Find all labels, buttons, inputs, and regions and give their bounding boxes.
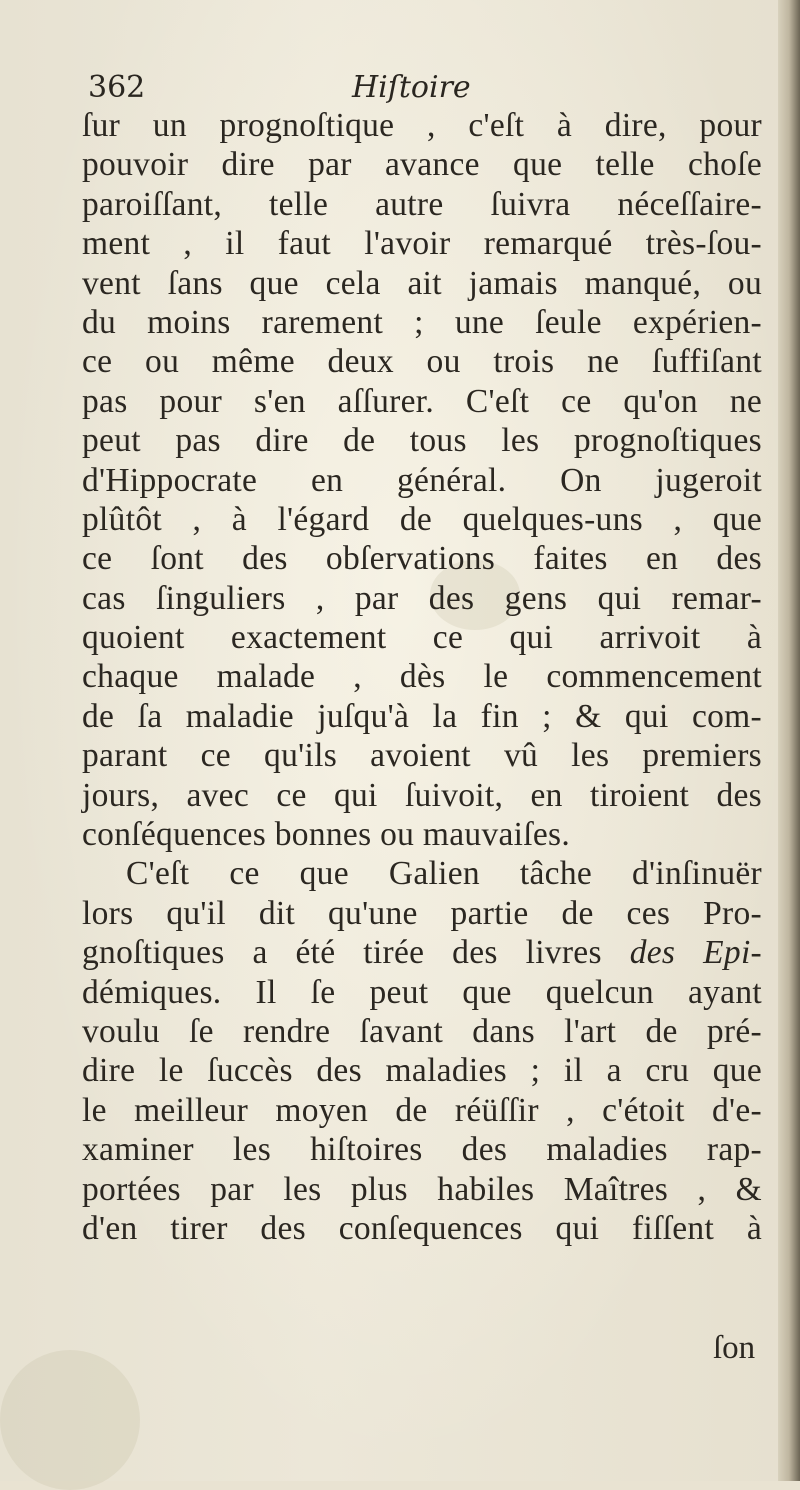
text-line-with-italic — [82, 933, 762, 972]
running-title: Hiſtoire — [352, 70, 471, 105]
text-line: plûtôt , à l'égard de quelques-uns , que — [82, 500, 762, 538]
text-line: cas ſinguliers , par des gens qui remar- — [82, 579, 762, 617]
text-line: d'Hippocrate en général. On jugeroit — [82, 461, 762, 499]
text-line: ce ſont des obſervations faites en des — [82, 540, 762, 578]
page-header — [88, 70, 688, 110]
page-number: 362 — [88, 70, 146, 105]
text-line: dire le ſuccès des maladies ; il a cru que — [82, 1052, 762, 1090]
text-line: conſéquences bonnes ou mauvaiſes. — [82, 816, 571, 854]
text-line: ſur un prognoſtique , c'eſt à dire, pour — [82, 107, 762, 144]
italic-text: des Epi- — [629, 934, 763, 972]
text-line: parant ce qu'ils avoient vû les premiers — [82, 737, 762, 775]
text-line: quoient exactement ce qui arrivoit à — [82, 619, 762, 657]
text-line: xaminer les hiſtoires des maladies rap- — [82, 1131, 762, 1169]
text-line: le meilleur moyen de réüſſir , c'étoit d'e- — [82, 1091, 762, 1129]
text-line: du moins rarement ; une ſeule expérien- — [82, 303, 762, 341]
text-line: chaque malade , dès le commencement — [82, 658, 762, 696]
text-line: lors qu'il dit qu'une partie de ces Pro- — [82, 894, 762, 932]
body-text — [82, 106, 762, 1248]
text-line: jours, avec ce qui ſuivoit, en tiroient des — [82, 776, 762, 814]
text-line: vent ſans que cela ait jamais manqué, ou — [82, 264, 762, 302]
text-line: pouvoir dire par avance que telle choſe — [82, 146, 762, 184]
text-line: démiques. Il ſe peut que quelcun ayant — [82, 973, 762, 1011]
text-line: portées par les plus habiles Maîtres , & — [82, 1170, 762, 1208]
catchword: ſon — [713, 1330, 756, 1366]
page-stain — [0, 1350, 140, 1490]
text-line: pas pour s'en aſſurer. C'eſt ce qu'on ne — [82, 382, 762, 420]
text-line: peut pas dire de tous les prognoſtiques — [82, 422, 762, 460]
text-line: de ſa maladie juſqu'à la fin ; & qui com- — [82, 697, 762, 735]
text-line: voulu ſe rendre ſavant dans l'art de pré- — [82, 1012, 762, 1050]
text-line: C'eſt ce que Galien tâche d'inſinuër — [126, 855, 762, 893]
text-line: d'en tirer des conſequences qui fiſſent à — [82, 1209, 762, 1247]
text-line: paroiſſant, telle autre ſuivra néceſſaire- — [82, 185, 762, 223]
page-gutter — [778, 0, 800, 1481]
text-line: ce ou même deux ou trois ne ſuffiſant — [82, 343, 762, 381]
text-line: ment , il faut l'avoir remarqué très-ſou- — [82, 225, 762, 263]
text-fragment: gnoſtiques a été tirée des livres — [82, 934, 602, 972]
